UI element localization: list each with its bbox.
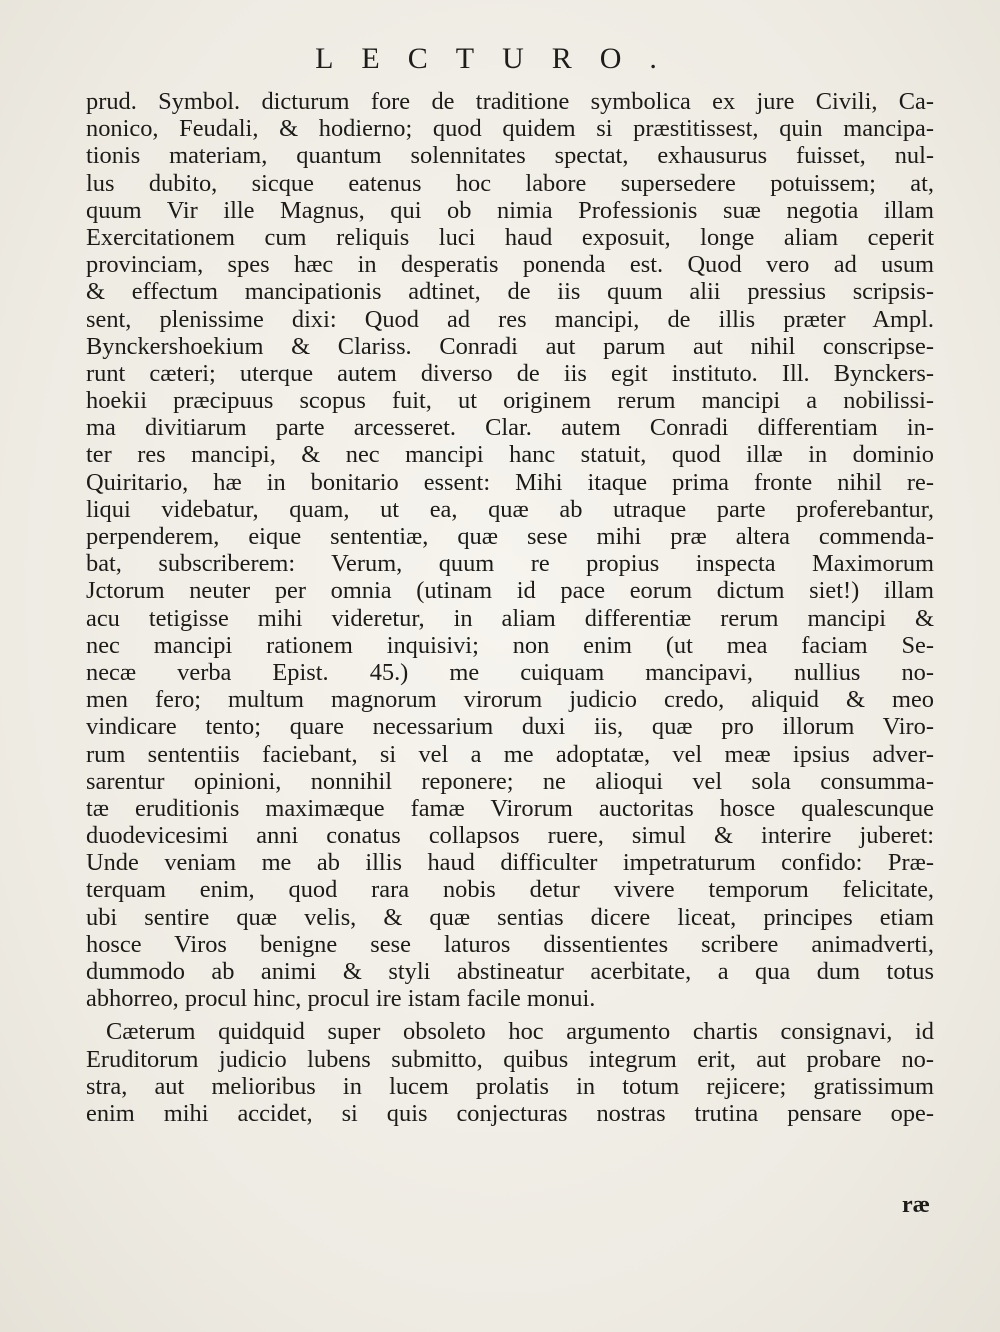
text-line: liqui videbatur, quam, ut ea, quæ ab utraque parte proferebantur,: [86, 495, 934, 523]
body-text: [86, 88, 934, 1127]
text-line: prud. Symbol. dicturum fore de traditione symbolica ex jure Civili, Ca-: [86, 88, 934, 115]
text-line: provinciam, spes hæc in desperatis ponenda est. Quod vero ad usum: [86, 251, 934, 279]
text-line: dummodo ab animi & styli abstineatur acerbitate, a qua dum totus: [86, 958, 934, 985]
text-line: quum Vir ille Magnus, qui ob nimia Professionis suæ negotia illam: [86, 196, 934, 224]
text-line: duodevicesimi anni conatus collapsos ruere, simul & interire juberet:: [86, 822, 934, 850]
text-line: sarentur opinioni, nonnihil reponere; ne alioqui vel sola consumma-: [86, 767, 934, 795]
catchword: ræ: [902, 1192, 930, 1218]
running-head: LECTURO.: [315, 42, 685, 75]
text-line: Bynckershoekium & Clariss. Conradi aut parum aut nihil conscripse-: [86, 332, 934, 360]
text-line: necæ verba Epist. 45.) me cuiquam mancipavi, nullius no-: [86, 658, 934, 686]
text-line: tionis materiam, quantum solennitates spectat, exhausurus fuisset, nul-: [86, 142, 934, 170]
text-line: ma divitiarum parte arcesseret. Clar. autem Conradi differentiam in-: [86, 414, 934, 442]
text-line: & effectum mancipationis adtinet, de iis quum alii pressius scripsis-: [86, 278, 934, 306]
text-line: sent, plenissime dixi: Quod ad res mancipi, de illis præter Ampl.: [86, 305, 934, 333]
text-line: Eruditorum judicio lubens submitto, quibus integrum erit, aut probare no-: [86, 1045, 934, 1073]
text-line: Quiritario, hæ in bonitario essent: Mihi itaque prima fronte nihil re-: [86, 468, 934, 496]
text-line: acu tetigisse mihi videretur, in aliam differentiæ rerum mancipi &: [86, 604, 934, 632]
text-line: rum sententiis faciebant, si vel a me adoptatæ, vel meæ ipsius adver-: [86, 740, 934, 768]
text-line: hoekii præcipuus scopus fuit, ut originem rerum mancipi a nobilissi-: [86, 387, 934, 415]
text-line: hosce Viros benigne sese laturos dissentientes scribere animadverti,: [86, 930, 934, 958]
text-line: Unde veniam me ab illis haud difficulter impetraturum confido: Præ-: [86, 849, 934, 877]
paragraph-2: [86, 1018, 934, 1127]
text-line: nec mancipi rationem inquisivi; non enim (ut mea faciam Se-: [86, 631, 934, 659]
text-line: nonico, Feudali, & hodierno; quod quidem si præstitissest, quin mancipa-: [86, 115, 934, 143]
text-line: terquam enim, quod rara nobis detur vivere temporum felicitate,: [86, 876, 934, 904]
text-line: ter res mancipi, & nec mancipi hanc statuit, quod illæ in dominio: [86, 441, 934, 469]
paragraph-1: [86, 88, 934, 1012]
text-line: Exercitationem cum reliquis luci haud exposuit, longe aliam ceperit: [86, 223, 934, 251]
text-line: abhorreo, procul hinc, procul ire istam facile monui.: [86, 985, 596, 1013]
text-line: stra, aut melioribus in lucem prolatis in totum rejicere; gratissimum: [86, 1072, 934, 1100]
text-line: runt cæteri; uterque autem diverso de iis egit instituto. Ill. Bynckers-: [86, 359, 934, 387]
text-line: ubi sentire quæ velis, & quæ sentias dicere liceat, principes etiam: [86, 903, 934, 931]
text-line: bat, subscriberem: Verum, quum re propius inspecta Maximorum: [86, 550, 934, 578]
text-line: perpenderem, eique sententiæ, quæ sese mihi præ altera commenda-: [86, 523, 934, 550]
text-line: Jctorum neuter per omnia (utinam id pace eorum dictum siet!) illam: [86, 577, 934, 605]
text-line: enim mihi accidet, si quis conjecturas nostras trutina pensare ope-: [86, 1099, 934, 1127]
text-line: Cæterum quidquid super obsoleto hoc argumento chartis consignavi, id: [106, 1018, 934, 1046]
text-line: men fero; multum magnorum virorum judicio credo, aliquid & meo: [86, 686, 934, 714]
text-line: vindicare tento; quare necessarium duxi iis, quæ pro illorum Viro-: [86, 713, 934, 741]
text-line: lus dubito, sicque eatenus hoc labore supersedere potuissem; at,: [86, 169, 934, 197]
text-line: tæ eruditionis maximæque famæ Virorum auctoritas hosce qualescunque: [86, 794, 934, 822]
